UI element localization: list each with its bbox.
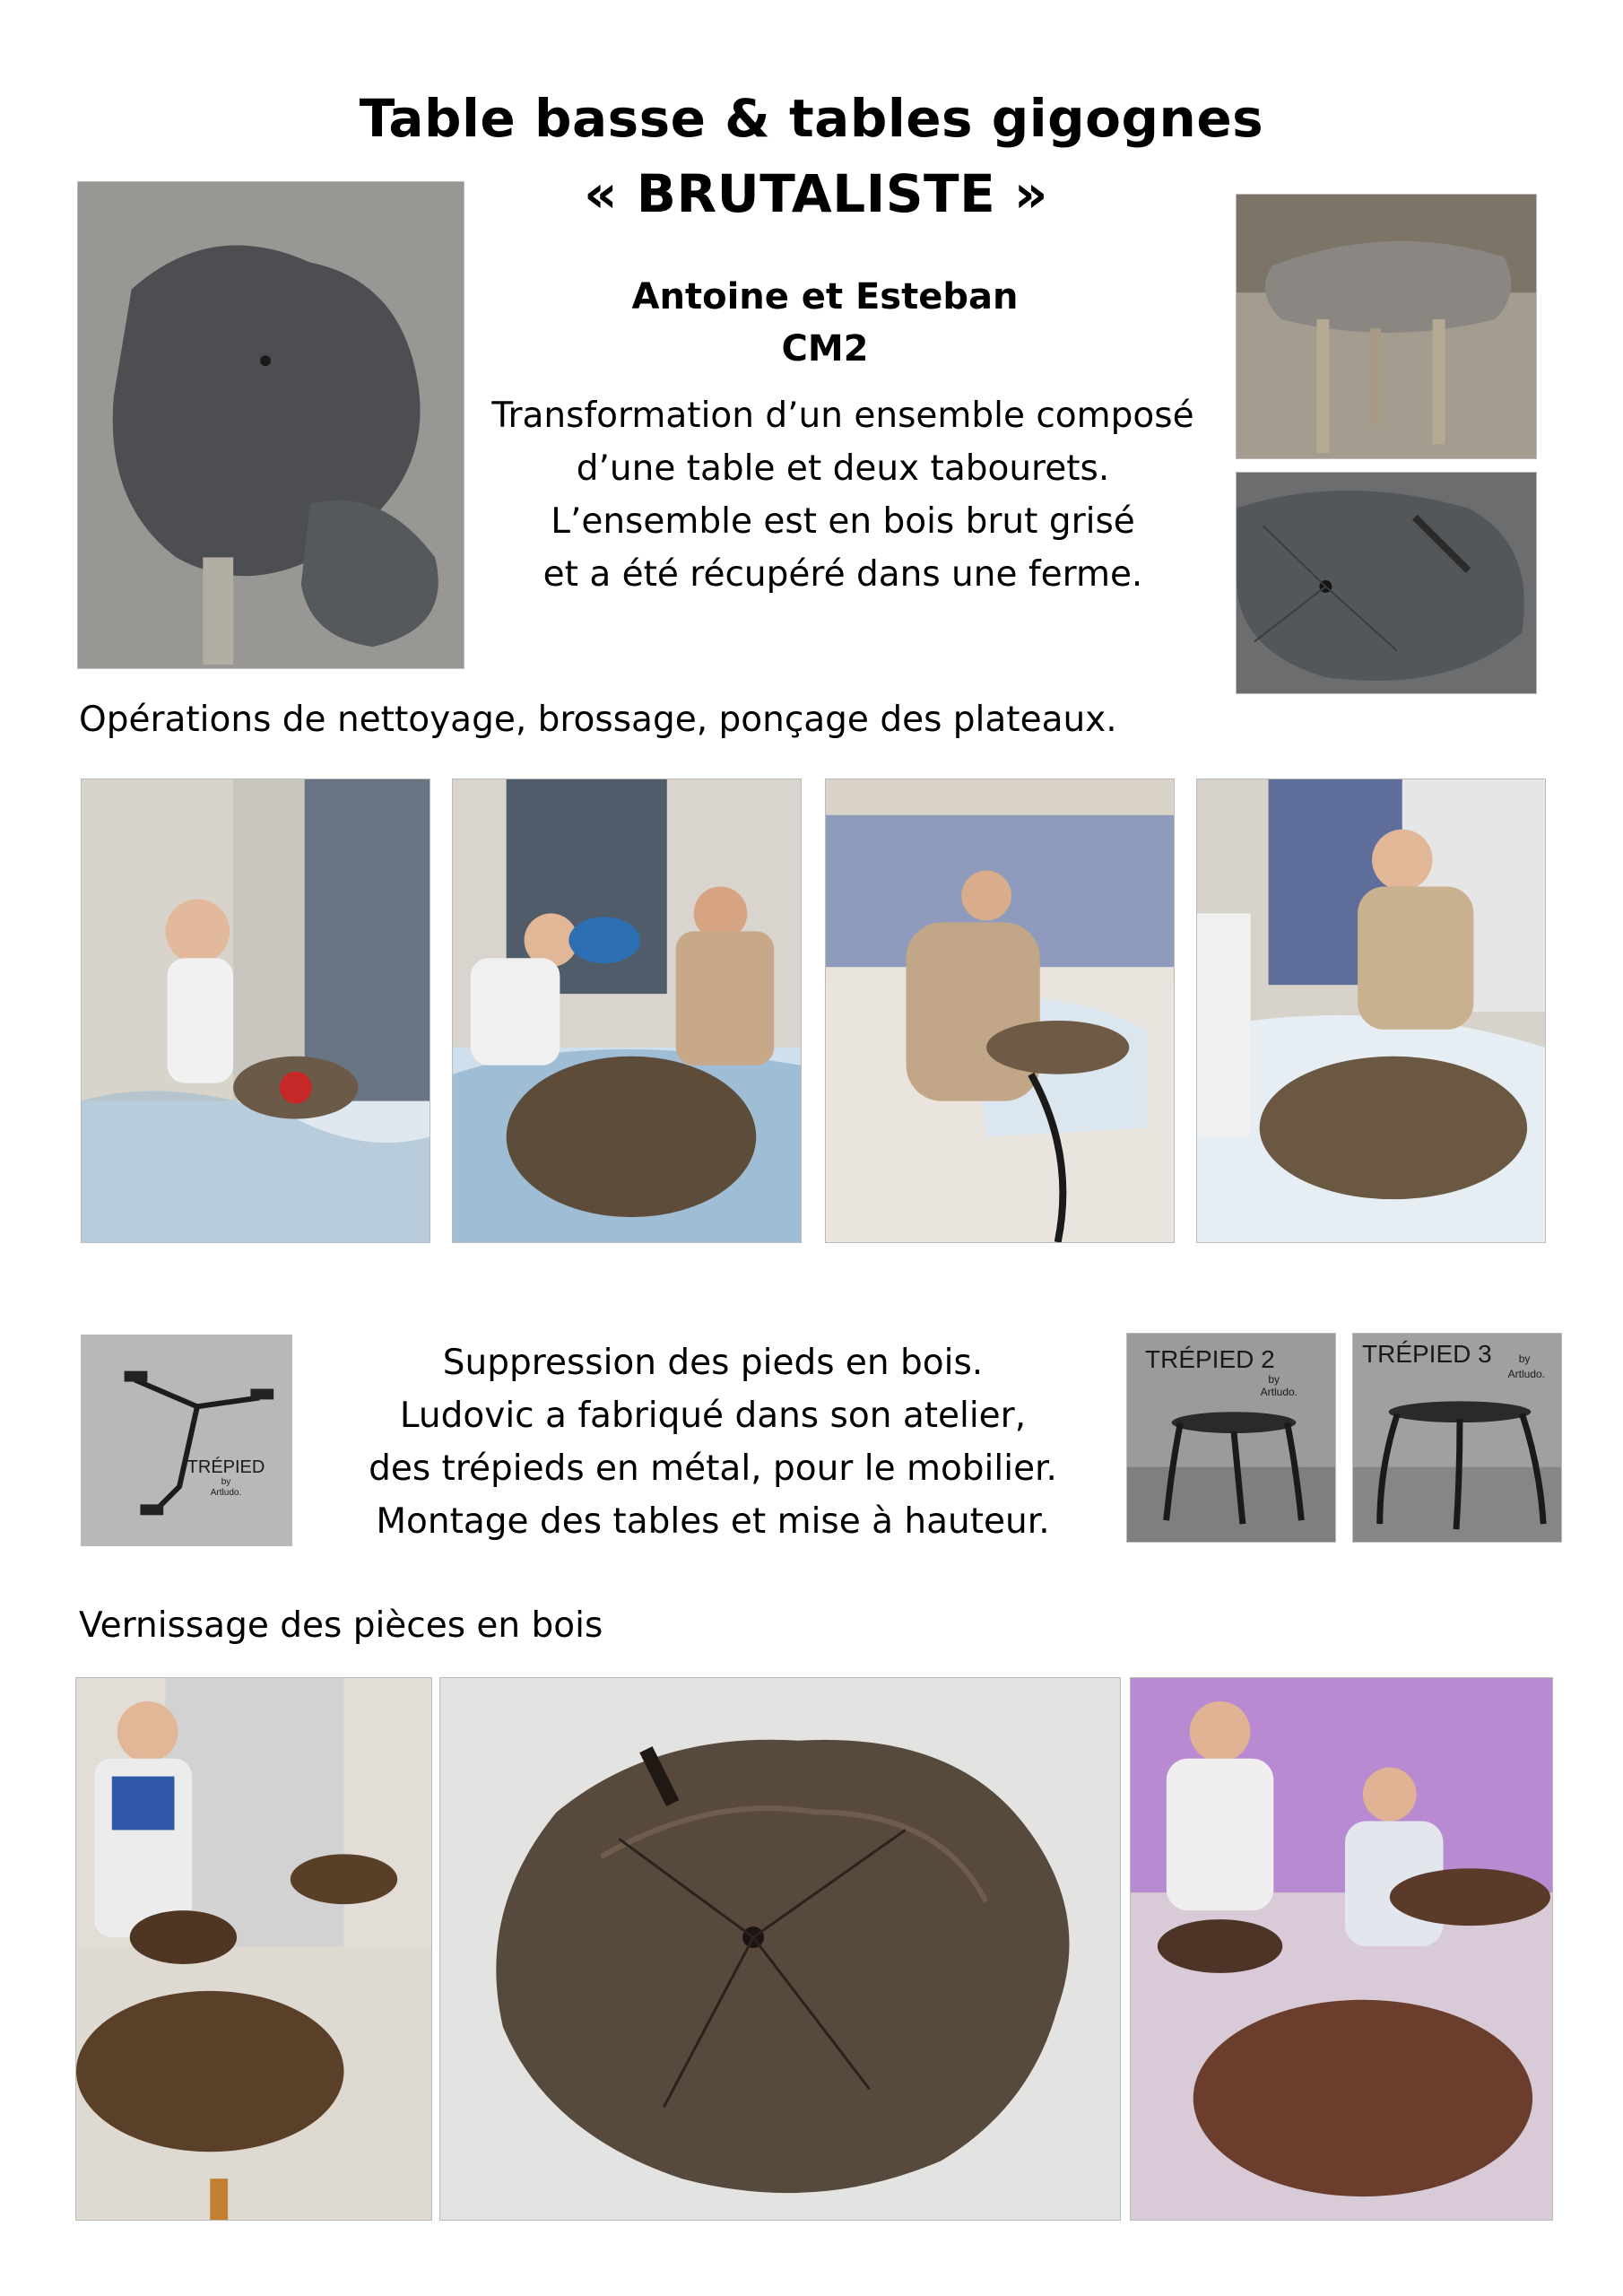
intro-line: et a été récupéré dans une ferme. — [542, 554, 1143, 595]
class-label: CM2 — [781, 328, 869, 370]
section-caption-cleaning: Opérations de nettoyage, brossage, ponçage des plateaux. — [79, 700, 1117, 740]
tripod-text — [341, 1336, 1085, 1548]
tripod-line: Montage des tables et mise à hauteur. — [376, 1501, 1050, 1542]
tripod-2-label: TRÉPIED 2 by Artludo. — [1145, 1345, 1298, 1398]
intro-line: d’une table et deux tabourets. — [576, 448, 1110, 489]
photo-tripod-1 — [81, 1335, 292, 1546]
tripod-line: Suppression des pieds en bois. — [442, 1343, 984, 1383]
photo-varnish-3 — [1130, 1677, 1553, 2221]
photo-tabletop-closeup — [1236, 472, 1537, 694]
photo-sanding-1 — [81, 778, 430, 1243]
tripod-3-label: TRÉPIED 3 by Artludo. — [1362, 1340, 1545, 1380]
photo-varnish-1 — [75, 1677, 432, 2221]
page-title: Table basse & tables gigognes — [359, 88, 1264, 149]
intro-text — [466, 389, 1219, 601]
photo-sanding-3 — [825, 778, 1175, 1243]
intro-line: Transformation d’un ensemble composé — [491, 396, 1194, 436]
photo-sanding-2 — [452, 778, 802, 1243]
photo-tripod-2 — [1126, 1333, 1336, 1543]
page-subtitle: « BRUTALISTE » — [584, 163, 1048, 224]
section-caption-varnishing: Vernissage des pièces en bois — [79, 1605, 603, 1646]
tripod-1-label: TRÉPIED by Artludo. — [187, 1457, 265, 1498]
authors: Antoine et Esteban — [631, 276, 1019, 317]
tripod-line: des trépieds en métal, pour le mobilier. — [369, 1448, 1057, 1489]
photo-varnish-2 — [439, 1677, 1121, 2221]
photo-original-table — [77, 181, 464, 669]
intro-line: L’ensemble est en bois brut grisé — [551, 501, 1135, 542]
photo-tripod-3 — [1352, 1333, 1562, 1543]
photo-sanding-4 — [1196, 778, 1546, 1243]
photo-stool — [1236, 194, 1537, 459]
tripod-line: Ludovic a fabriqué dans son atelier, — [399, 1396, 1027, 1436]
